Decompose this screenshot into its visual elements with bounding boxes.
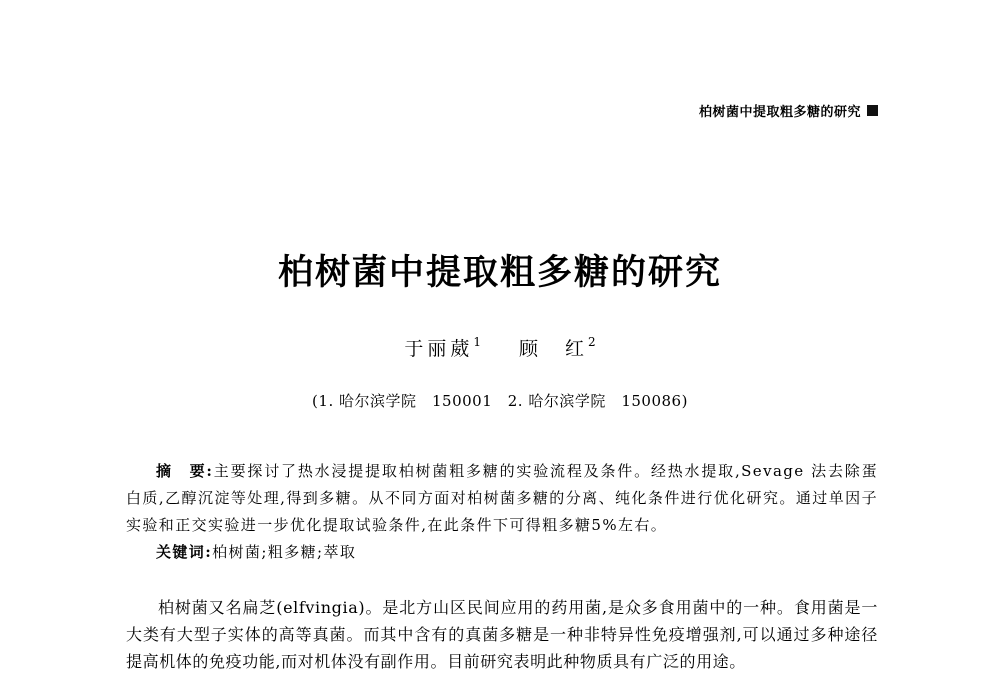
abstract-block (126, 458, 878, 566)
body-text (126, 594, 878, 675)
paper-title: 柏树菌中提取粗多糖的研究 (277, 252, 722, 293)
author-list (0, 334, 1000, 361)
affiliations: (1. 哈尔滨学院 150001 2. 哈尔滨学院 150086) (312, 392, 688, 410)
author-2-affiliation-mark: 2 (588, 335, 596, 349)
abstract-paragraph (126, 458, 878, 539)
keywords-label: 关键词: (156, 543, 213, 561)
body-paragraph-1: 柏树菌又名扁芝(elfvingia)。是北方山区民间应用的药用菌,是众多食用菌中的一种。食用菌是一大类有大型子实体的高等真菌。而其中含有的真菌多糖是一种非特异性免疫增强剂,可以通过多种途径提高机体的免疫功能,而对机体没有副作用。目前研究表明此种物质具有广泛的用途。 (126, 598, 878, 671)
author-1-affiliation-mark: 1 (473, 335, 481, 349)
keywords-text: 柏树菌;粗多糖;萃取 (212, 543, 357, 561)
author-1-name: 于丽葳 (404, 338, 474, 360)
abstract-text: 主要探讨了热水浸提提取柏树菌粗多糖的实验流程及条件。经热水提取,Sevage 法去除蛋白质,乙醇沉淀等处理,得到多糖。从不同方面对柏树菌多糖的分离、纯化条件进行优化研究。通过单因子实验和正交实验进一步优化提取试验条件,在此条件下可得粗多糖5%左右。 (126, 462, 878, 534)
abstract-label: 摘 要: (156, 462, 214, 480)
keywords-paragraph (126, 539, 878, 566)
running-header (699, 101, 878, 120)
author-2-name: 顾 红 (519, 338, 589, 360)
header-square-mark (867, 105, 878, 116)
author-2 (519, 334, 596, 361)
running-header-text: 柏树菌中提取粗多糖的研究 (698, 105, 861, 120)
author-1 (404, 334, 481, 361)
